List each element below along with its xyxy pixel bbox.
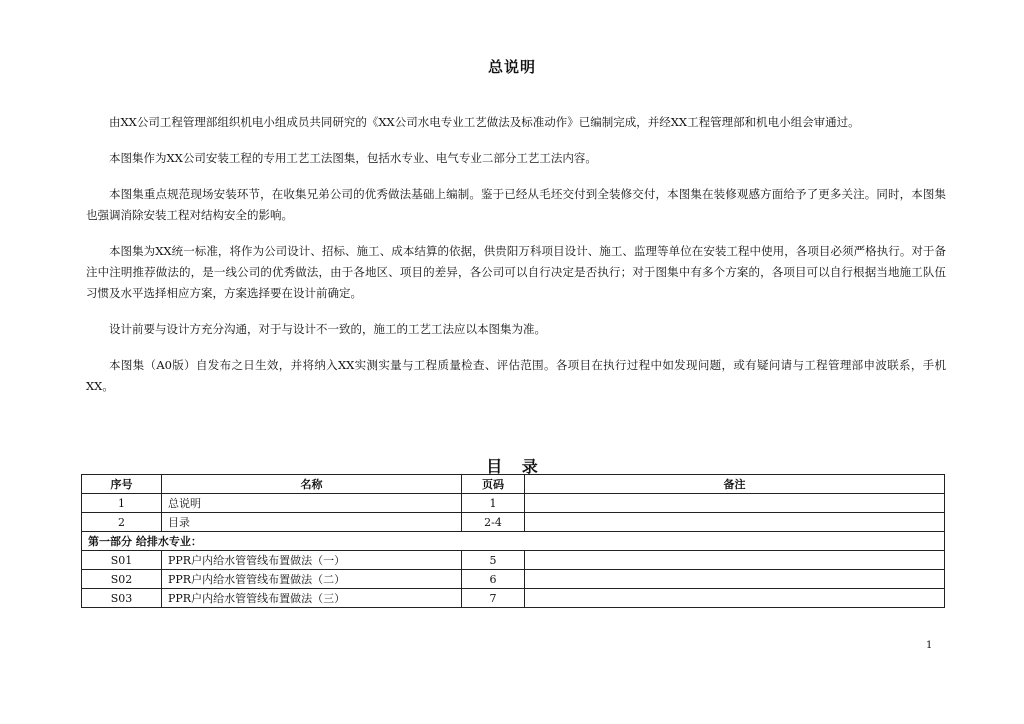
toc-table xyxy=(81,474,945,608)
cell-name: PPR户内给水管管线布置做法（三） xyxy=(162,589,462,608)
cell-name: PPR户内给水管管线布置做法（二） xyxy=(162,570,462,589)
table-row xyxy=(82,570,945,589)
cell-no: S01 xyxy=(82,551,162,570)
cell-page: 7 xyxy=(462,589,525,608)
cell-remark xyxy=(525,570,945,589)
header-name: 名称 xyxy=(162,475,462,494)
table-row xyxy=(82,551,945,570)
table-header-row xyxy=(82,475,945,494)
intro-paragraph: 本图集为XX统一标准，将作为公司设计、招标、施工、成本结算的依据，供贵阳万科项目设计、施工、监理等单位在安装工程中使用，各项目必须严格执行。对于备注中注明推荐做法的，是一线公司的优秀做法，由于各地区、项目的差异，各公司可以自行决定是否执行；对于图集中有多个方案的，各项目可以自行根据当地施工队伍习惯及水平选择相应方案，方案选择要在设计前确定。 xyxy=(86,244,946,300)
cell-name: 目录 xyxy=(162,513,462,532)
cell-page: 1 xyxy=(462,494,525,513)
header-page: 页码 xyxy=(462,475,525,494)
header-remark: 备注 xyxy=(525,475,945,494)
intro-paragraph: 设计前要与设计方充分沟通，对于与设计不一致的，施工的工艺工法应以本图集为准。 xyxy=(109,322,546,336)
cell-no: S03 xyxy=(82,589,162,608)
cell-remark xyxy=(525,551,945,570)
page-number: 1 xyxy=(926,640,933,651)
section-row xyxy=(82,532,945,551)
cell-no: 1 xyxy=(82,494,162,513)
cell-name: PPR户内给水管管线布置做法（一） xyxy=(162,551,462,570)
page-title: 总说明 xyxy=(487,58,536,76)
table-row xyxy=(82,589,945,608)
cell-remark xyxy=(525,589,945,608)
cell-page: 6 xyxy=(462,570,525,589)
intro-paragraph: 由XX公司工程管理部组织机电小组成员共同研究的《XX公司水电专业工艺做法及标准动作》已编制完成，并经XX工程管理部和机电小组会审通过。 xyxy=(109,115,860,129)
intro-paragraph: 本图集重点规范现场安装环节，在收集兄弟公司的优秀做法基础上编制。鉴于已经从毛坯交付到全装修交付，本图集在装修观感方面给予了更多关注。同时，本图集也强调消除安装工程对结构安全的影响。 xyxy=(86,187,946,222)
cell-page: 2-4 xyxy=(462,513,525,532)
intro-paragraph: 本图集（A0版）自发布之日生效，并将纳入XX实测实量与工程质量检查、评估范围。各项目在执行过程中如发现问题，或有疑问请与工程管理部申波联系，手机XX。 xyxy=(86,358,946,393)
intro-paragraph: 本图集作为XX公司安装工程的专用工艺工法图集，包括水专业、电气专业二部分工艺工法内容。 xyxy=(109,151,597,165)
cell-page: 5 xyxy=(462,551,525,570)
toc-title: 目 录 xyxy=(486,457,538,476)
cell-no: S02 xyxy=(82,570,162,589)
cell-name: 总说明 xyxy=(162,494,462,513)
header-no: 序号 xyxy=(82,475,162,494)
cell-no: 2 xyxy=(82,513,162,532)
section-heading: 第一部分 给排水专业： xyxy=(82,532,945,551)
table-row xyxy=(82,494,945,513)
table-row xyxy=(82,513,945,532)
cell-remark xyxy=(525,494,945,513)
intro-section xyxy=(86,112,946,412)
cell-remark xyxy=(525,513,945,532)
